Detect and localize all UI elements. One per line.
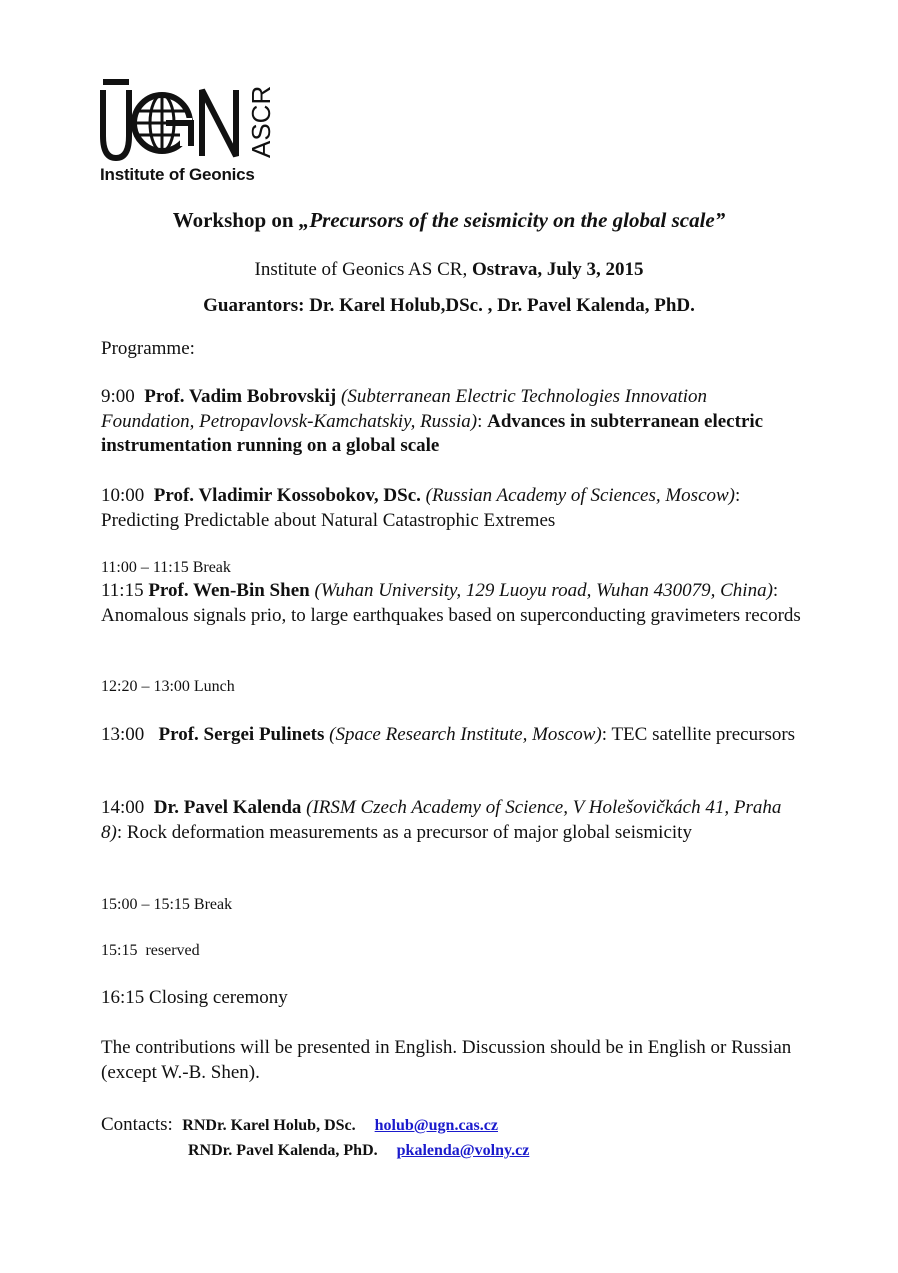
talk-speaker: Prof. Wen-Bin Shen xyxy=(148,580,310,601)
talk-item xyxy=(101,796,801,845)
contact-email-link[interactable]: holub@ugn.cas.cz xyxy=(374,1117,498,1134)
venue-prefix: Institute of Geonics AS CR, xyxy=(254,259,472,280)
talk-time: 13:00 xyxy=(101,724,159,745)
contacts-label: Contacts: xyxy=(101,1114,183,1135)
talk-affiliation: (IRSM Czech Academy of Science, V Holešovičkách 41, Praha 8) xyxy=(101,797,782,843)
talk-sep: : xyxy=(477,410,488,432)
guarantors-line: Guarantors: Dr. Karel Holub,DSc. , Dr. Pavel Kalenda, PhD. xyxy=(203,295,695,316)
talk-item xyxy=(101,385,801,459)
talk-sep: : xyxy=(735,485,741,506)
talk-speaker: Prof. Vladimir Kossobokov, DSc. xyxy=(153,485,421,506)
talk-topic: Rock deformation measurements as a precursor of major global seismicity xyxy=(126,821,692,843)
globe-icon xyxy=(134,95,192,151)
venue-line xyxy=(0,259,898,281)
contacts-block xyxy=(101,1113,529,1163)
talk-time: 10:00 xyxy=(101,485,154,506)
programme-label: Programme: xyxy=(101,338,195,359)
talk-topic: TEC satellite precursors xyxy=(611,724,796,745)
talk-affiliation: (Wuhan University, 129 Luoyu road, Wuhan 430079, China) xyxy=(314,580,773,601)
contact-email-link[interactable]: pkalenda@volny.cz xyxy=(396,1142,530,1159)
reserved-item: 15:15 reserved xyxy=(101,942,200,959)
break-item: 15:00 – 15:15 Break xyxy=(101,896,233,913)
talk-sep: : xyxy=(116,821,127,843)
title-prefix: Workshop on xyxy=(172,208,299,232)
venue-date: Ostrava, July 3, 2015 xyxy=(471,259,644,280)
talk-affiliation: (Subterranean Electric Technologies Innovation Foundation, Petropavlovsk-Kamchatskiy, Russia) xyxy=(101,386,708,432)
talk-sep: : xyxy=(601,724,612,745)
logo-mark xyxy=(100,78,295,164)
closing-item: 16:15 Closing ceremony xyxy=(101,987,288,1008)
lunch-item: 12:20 – 13:00 Lunch xyxy=(101,678,235,695)
talk-time: 9:00 xyxy=(101,386,145,407)
talk-topic: Anomalous signals prio, to large earthquakes based on superconducting gravimeters records xyxy=(101,604,801,626)
language-note: The contributions will be presented in English. Discussion should be in English or Russian (except W.-B. Shen). xyxy=(101,1037,792,1083)
talk-speaker: Dr. Pavel Kalenda xyxy=(153,797,302,818)
talk-item xyxy=(101,484,801,533)
talk-item xyxy=(101,723,801,748)
talk-topic: Predicting Predictable about Natural Catastrophic Extremes xyxy=(101,509,556,531)
workshop-title xyxy=(0,208,898,233)
talk-sep: : xyxy=(772,580,779,601)
talk-speaker: Prof. Sergei Pulinets xyxy=(158,724,325,745)
institute-logo xyxy=(100,78,300,188)
talk-affiliation: (Russian Academy of Sciences, Moscow) xyxy=(425,485,736,506)
logo-caption: Institute of Geonics xyxy=(100,165,255,184)
talk-time: 14:00 xyxy=(101,797,154,818)
break-item: 11:00 – 11:15 Break xyxy=(101,559,231,576)
title-topic: „Precursors of the seismicity on the global scale” xyxy=(298,208,726,232)
contact-name: RNDr. Karel Holub, DSc. xyxy=(182,1117,356,1134)
talk-topic: Advances in subterranean electric instrumentation running on a global scale xyxy=(101,410,764,456)
talk-speaker: Prof. Vadim Bobrovskij xyxy=(144,386,337,407)
talk-time: 11:15 xyxy=(101,580,149,601)
talk-item xyxy=(101,579,801,628)
talk-affiliation: (Space Research Institute, Moscow) xyxy=(329,724,602,745)
contact-name: RNDr. Pavel Kalenda, PhD. xyxy=(188,1142,378,1159)
logo-ascr: ASCR xyxy=(246,85,276,158)
